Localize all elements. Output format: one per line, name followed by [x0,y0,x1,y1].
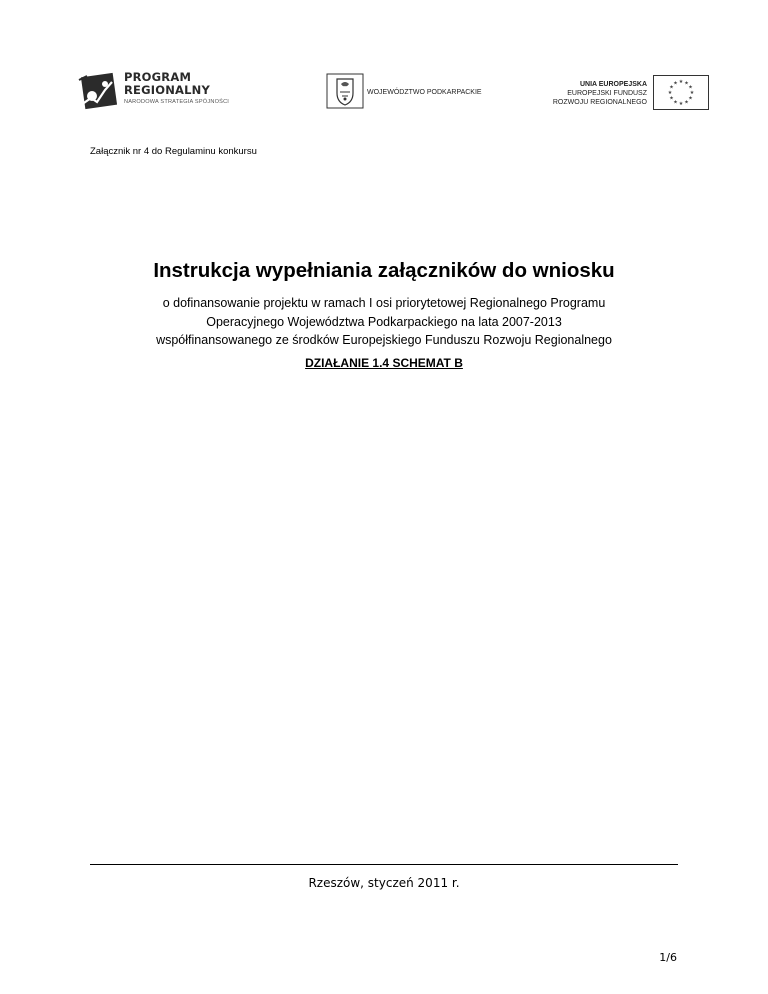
voivodeship-label: WOJEWÓDZTWO PODKARPACKIE [367,89,482,96]
svg-text:★: ★ [688,95,693,102]
svg-text:★: ★ [678,101,684,107]
program-logo-line-2: REGIONALNY [124,83,211,97]
coat-of-arms-icon [326,73,364,109]
svg-text:★: ★ [667,90,673,96]
eu-flag-icon [653,75,709,110]
annex-reference: Załącznik nr 4 do Regulaminu konkursu [90,146,257,157]
svg-text:★: ★ [688,84,693,91]
document-title: Instrukcja wypełniania załączników do wniosku [153,259,615,282]
eu-label-line-1: UNIA EUROPEJSKA [579,81,647,88]
svg-text:★: ★ [673,99,678,106]
svg-text:★: ★ [678,79,684,85]
svg-text:★: ★ [689,90,695,96]
eu-label-line-2: EUROPEJSKI FUNDUSZ [567,90,647,97]
svg-text:★: ★ [669,95,674,102]
document-subtitle [0,294,768,350]
svg-text:★: ★ [684,80,689,87]
svg-text:★: ★ [673,80,678,87]
page-number: 1/6 [659,951,677,964]
program-regionalny-logo-icon [77,72,117,110]
eu-label-line-3: ROZWOJU REGIONALNEGO [552,99,647,106]
place-and-date: Rzeszów, styczeń 2011 r. [308,876,460,890]
action-scheme-heading: DZIAŁANIE 1.4 SCHEMAT B [305,356,463,370]
subtitle-line-1: o dofinansowanie projektu w ramach I osi priorytetowej Regionalnego Programu [162,296,606,310]
svg-text:★: ★ [669,84,674,91]
program-logo-line-1: PROGRAM [124,70,192,84]
eu-fund-label [553,80,647,107]
subtitle-line-3: współfinansowanego ze środków Europejskiego Funduszu Rozwoju Regionalnego [156,333,612,347]
program-regionalny-logo [77,70,237,112]
subtitle-line-2: Operacyjnego Województwa Podkarpackiego na lata 2007-2013 [206,314,562,329]
program-logo-line-3: NARODOWA STRATEGIA SPÓJNOŚCI [124,99,230,105]
svg-text:★: ★ [684,99,689,106]
footer-divider [90,864,678,865]
